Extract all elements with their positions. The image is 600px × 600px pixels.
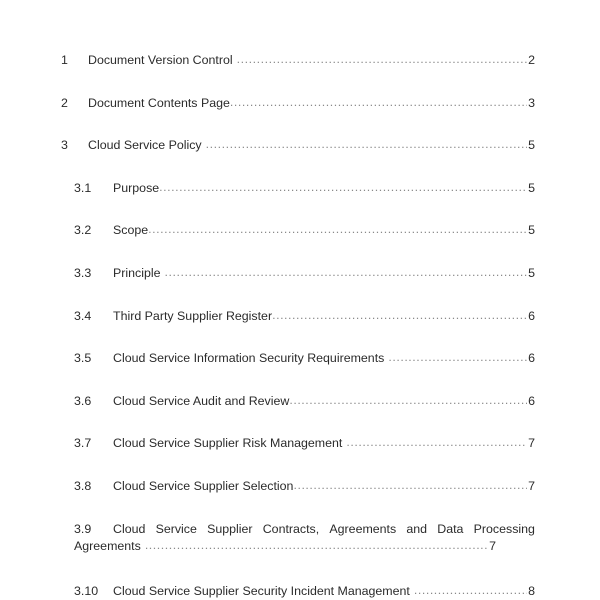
toc-entry-page-number: 5: [528, 138, 535, 153]
toc-entry-number: 3.2: [74, 223, 92, 238]
toc-dot-leader: [206, 138, 527, 151]
toc-entry[interactable]: [0, 180, 600, 223]
toc-entry-title-line-2: [74, 538, 496, 555]
toc-entry-page-number: 7: [528, 478, 535, 493]
toc-entry-body: [88, 137, 535, 154]
toc-dot-leader: [272, 309, 527, 322]
toc-entry-body: [113, 180, 535, 197]
toc-entry-number: 3.9: [74, 521, 92, 536]
toc-entry-title: Document Version Control: [88, 53, 233, 67]
toc-title-word: and: [406, 521, 428, 536]
toc-entry[interactable]: [0, 521, 600, 589]
toc-title-word: Supplier: [207, 521, 253, 536]
toc-dot-leader: [148, 223, 527, 236]
toc-entry-number: 3.3: [74, 265, 92, 280]
toc-entry-body: [113, 222, 535, 239]
toc-dot-leader: [237, 53, 527, 66]
toc-entry-number: 3.1: [74, 180, 92, 195]
toc-entry-page-number: 2: [528, 53, 535, 67]
clipped-bottom-row: [0, 583, 600, 600]
toc-entry-title-continuation: Agreements: [74, 538, 141, 553]
toc-entry[interactable]: [0, 52, 600, 95]
toc-entry-number: 3.10: [74, 584, 99, 598]
toc-entry-body: [113, 478, 535, 495]
toc-entry-title: Principle: [113, 265, 161, 280]
toc-entry-number: 3.4: [74, 308, 92, 323]
toc-title-word: Cloud: [113, 521, 146, 536]
toc-title-word: Agreements: [329, 521, 397, 536]
toc-entry-number: 3.7: [74, 436, 92, 451]
toc-title-word: Service: [155, 521, 197, 536]
toc-entry-title: Cloud Service Supplier Security Incident Management: [113, 584, 410, 598]
toc-title-word: Contracts,: [262, 521, 320, 536]
toc-entry-page-number: 8: [528, 584, 535, 598]
toc-entry-body: [88, 52, 535, 69]
toc-entry-title: Third Party Supplier Register: [113, 308, 273, 323]
toc-entry[interactable]: [0, 308, 600, 351]
toc-entry[interactable]: [0, 265, 600, 308]
toc-entry-number: 1: [61, 53, 68, 67]
toc-dot-leader: [165, 266, 528, 279]
toc-entry[interactable]: [0, 137, 600, 180]
toc-title-word: Data: [437, 521, 464, 536]
toc-entry-page-number: 7: [528, 436, 535, 451]
toc-entry-body: [113, 265, 535, 282]
toc-entry[interactable]: [0, 222, 600, 265]
toc-dot-leader: [289, 394, 527, 407]
toc-entry-number: 3: [61, 138, 68, 153]
toc-dot-leader: [159, 181, 527, 194]
toc-entry-title: Scope: [113, 223, 149, 238]
toc-entry-title: Cloud Service Supplier Selection: [113, 478, 294, 493]
toc-entry-title: Cloud Service Policy: [88, 138, 202, 153]
toc-title-word: Processing: [473, 521, 535, 536]
toc-entry-title: Cloud Service Information Security Requirements: [113, 351, 385, 366]
toc-dot-leader: [414, 584, 527, 597]
toc-entry-title: Cloud Service Audit and Review: [113, 393, 290, 408]
toc-entry-body: [113, 308, 535, 325]
toc-entry-page-number: 6: [528, 393, 535, 408]
toc-entry[interactable]: [0, 435, 600, 478]
toc-entry-title: Document Contents Page: [88, 95, 230, 110]
toc-entry[interactable]: [0, 350, 600, 393]
toc-entry-body: [113, 583, 535, 600]
toc-entry[interactable]: [0, 583, 600, 600]
toc-entry-body: [113, 393, 535, 410]
toc-entry-number: 2: [61, 95, 68, 110]
toc-entry[interactable]: [0, 478, 600, 521]
toc-dot-leader: [388, 351, 527, 364]
toc-entry-number: 3.6: [74, 393, 92, 408]
toc-entry[interactable]: [0, 95, 600, 138]
toc-entry-page-number: 5: [528, 265, 535, 280]
toc-dot-leader: [293, 479, 527, 492]
toc-entry-page-number: 5: [528, 180, 535, 195]
toc-dot-leader: [145, 539, 488, 552]
toc-entry-page-number: 6: [528, 308, 535, 323]
toc-dot-leader: [346, 436, 527, 449]
toc-entry-title: Cloud Service Supplier Risk Management: [113, 436, 343, 451]
table-of-contents: [0, 52, 600, 589]
toc-dot-leader: [230, 96, 527, 109]
toc-entry-page-number: 5: [528, 223, 535, 238]
toc-entry-body: [113, 435, 535, 452]
toc-entry-page-number: 3: [528, 95, 535, 110]
toc-entry-number: 3.5: [74, 351, 92, 366]
toc-entry-title: Purpose: [113, 180, 160, 195]
toc-entry-body: [88, 95, 535, 112]
toc-entry[interactable]: [0, 393, 600, 436]
toc-entry-page-number: 7: [489, 538, 496, 553]
toc-entry-number: 3.8: [74, 478, 92, 493]
toc-entry-page-number: 6: [528, 351, 535, 366]
toc-entry-body: [113, 350, 535, 367]
toc-entry-title-line-1: [113, 521, 535, 538]
